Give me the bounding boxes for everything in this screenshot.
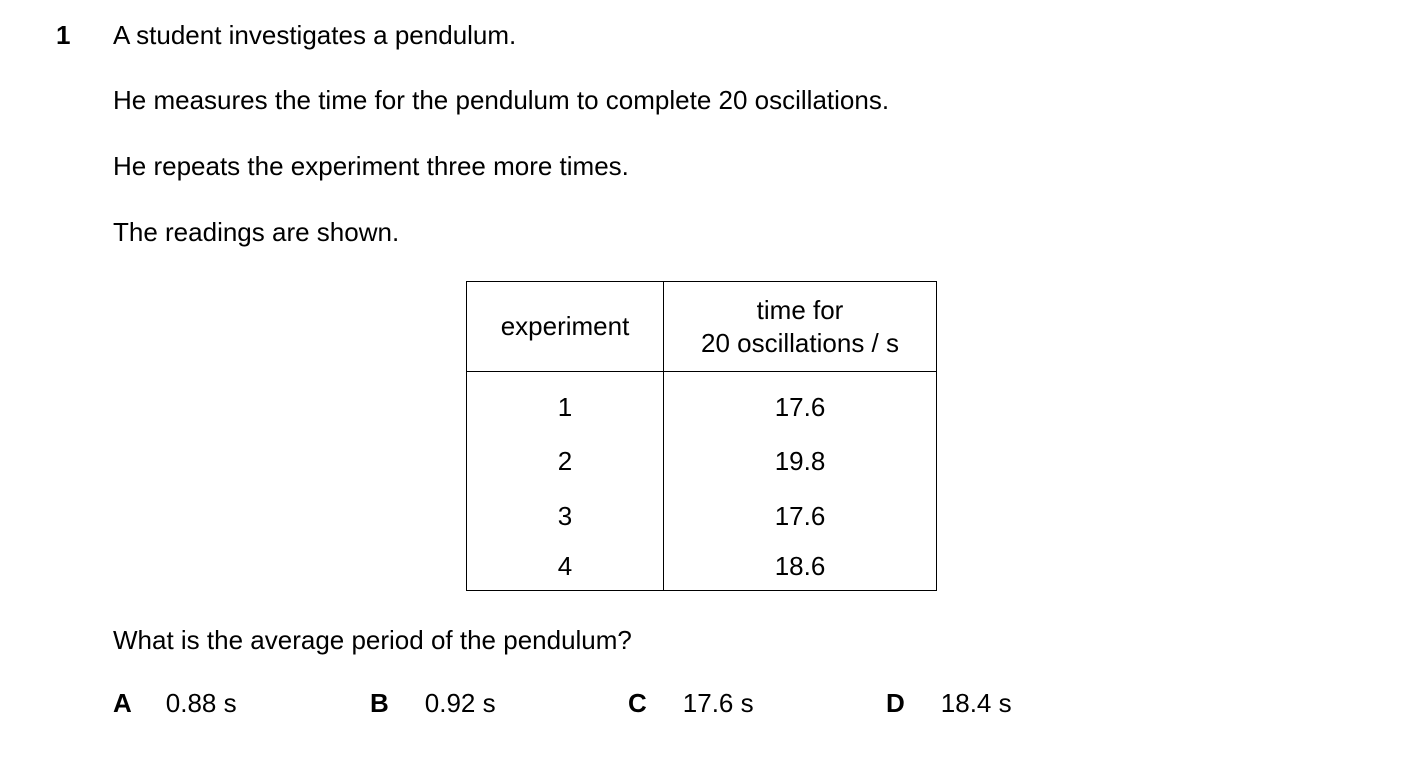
cell-experiment: 4 xyxy=(467,544,664,591)
option-letter: D xyxy=(886,688,905,718)
cell-experiment: 1 xyxy=(467,372,664,435)
cell-time: 17.6 xyxy=(664,489,937,544)
header-time-line2: 20 oscillations / s xyxy=(701,327,899,358)
question-text: What is the average period of the pendulum? xyxy=(113,625,632,655)
cell-time: 18.6 xyxy=(664,544,937,591)
option-a[interactable] xyxy=(113,688,237,719)
option-value: 0.88 s xyxy=(165,688,237,718)
table-row xyxy=(467,489,937,544)
table-header-row xyxy=(467,282,937,372)
cell-time: 19.8 xyxy=(664,435,937,490)
option-value: 0.92 s xyxy=(424,688,496,718)
option-d[interactable] xyxy=(886,688,1012,719)
table-row xyxy=(467,544,937,591)
option-c[interactable] xyxy=(628,688,754,719)
option-letter: C xyxy=(628,688,647,718)
option-value: 17.6 s xyxy=(682,688,754,718)
stem-line-3: He repeats the experiment three more times. xyxy=(113,151,629,181)
header-time xyxy=(664,282,937,372)
table-row xyxy=(467,372,937,435)
header-experiment: experiment xyxy=(467,282,664,372)
answer-options xyxy=(0,688,1403,722)
cell-time: 17.6 xyxy=(664,372,937,435)
stem-line-1: A student investigates a pendulum. xyxy=(113,20,517,50)
table-row xyxy=(467,435,937,490)
header-time-line1: time for xyxy=(756,294,844,325)
option-b[interactable] xyxy=(370,688,496,719)
cell-experiment: 3 xyxy=(467,489,664,544)
stem-line-4: The readings are shown. xyxy=(113,217,400,247)
stem-line-2: He measures the time for the pendulum to complete 20 oscillations. xyxy=(113,85,890,115)
option-letter: B xyxy=(370,688,389,718)
readings-table xyxy=(466,281,937,591)
cell-experiment: 2 xyxy=(467,435,664,490)
option-letter: A xyxy=(113,688,132,718)
option-value: 18.4 s xyxy=(940,688,1012,718)
question-number: 1 xyxy=(56,20,71,50)
